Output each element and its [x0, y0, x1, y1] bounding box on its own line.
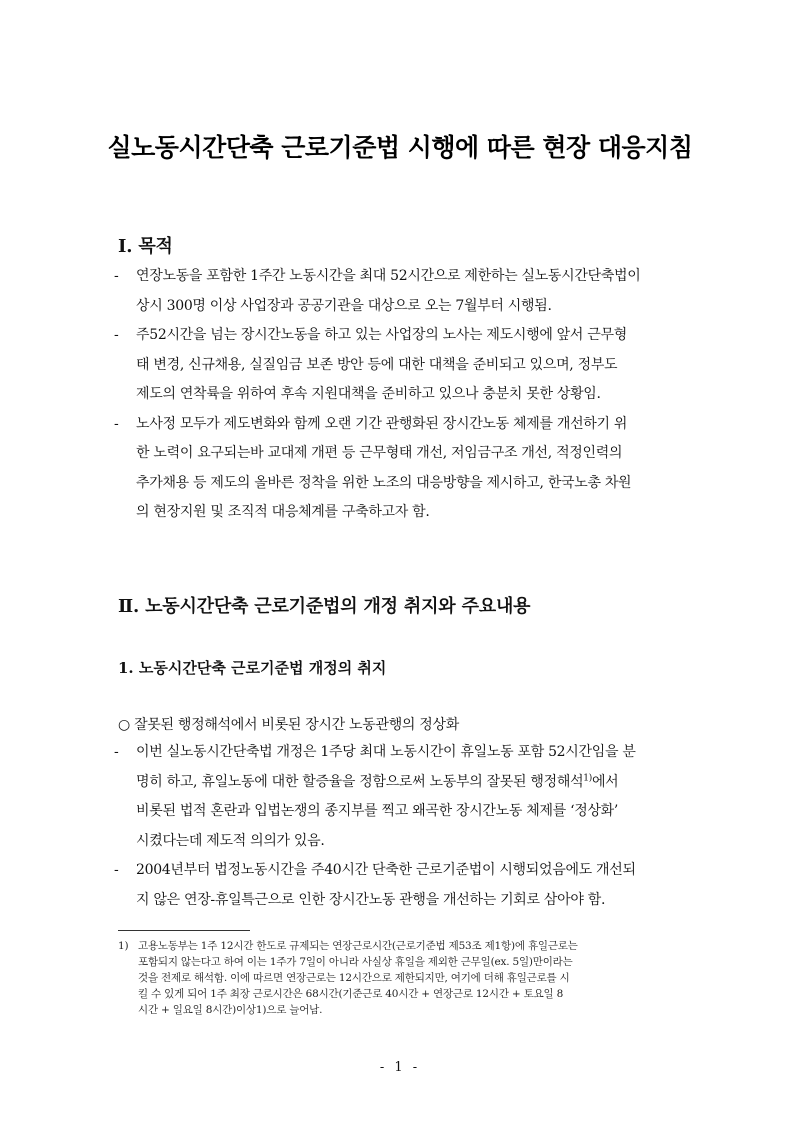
list-item [114, 321, 694, 410]
section-1-body [114, 262, 694, 528]
footnote-line: 시간 + 일요일 8시간)이상1)으로 늘어남. [138, 1004, 323, 1016]
footnote-number: 1) [118, 940, 129, 952]
section-2-body [114, 738, 694, 915]
dash-marker: - [114, 327, 119, 343]
footnote-line: 것을 전제로 해석함. 이에 따르면 연장근로는 12시간으로 제한되지만, 여기에 더해 휴일근로를 시 [138, 972, 570, 984]
footnote [118, 938, 698, 1018]
document-title: 실노동시간단축 근로기준법 시행에 따른 현장 대응지침 [107, 133, 693, 162]
footnote-line: 고용노동부는 1주 12시간 한도로 규제되는 연장근로시간(근로기준법 제53조 제1항)에 휴일근로는 [138, 940, 578, 952]
dash-marker: - [114, 744, 119, 760]
text-line: 비롯된 법적 혼란과 입법논쟁의 종지부를 찍고 왜곡한 장시간노동 체제를 ‘정상화’ [136, 803, 619, 819]
text-segment: 명히 하고, 휴일노동에 대한 할증율을 정함으로써 노동부의 잘못된 행정해석 [136, 773, 584, 790]
list-item [114, 410, 694, 528]
footnote-ref[interactable]: 1) [583, 772, 592, 783]
text-line [136, 768, 694, 798]
subsection-heading: 1. 노동시간단축 근로기준법 개정의 취지 [118, 659, 387, 677]
dash-marker: - [114, 268, 119, 284]
footnote-body [118, 938, 698, 1018]
circle-item: ○ 잘못된 행정해석에서 비롯된 장시간 노동관행의 정상화 [118, 717, 459, 733]
text-segment: 에서 [591, 773, 619, 790]
dash-marker: - [114, 415, 119, 432]
text-line: 노사정 모두가 제도변화와 함께 오랜 기간 관행화된 장시간노동 체제를 개선하기 위 [136, 415, 628, 432]
dash-marker: - [114, 862, 119, 878]
list-item [114, 262, 694, 321]
text-line: 이번 실노동시간단축법 개정은 1주당 최대 노동시간이 휴일노동 포함 52시간임을 분 [136, 744, 636, 760]
text-line: 시켰다는데 제도적 의의가 있음. [136, 832, 325, 849]
text-line: 의 현장지원 및 조직적 대응체계를 구축하고자 함. [136, 504, 430, 520]
text-line: 추가채용 등 제도의 올바른 정착을 위한 노조의 대응방향을 제시하고, 한국노총 차원 [136, 474, 632, 491]
text-line: 지 않은 연장-휴일특근으로 인한 장시간노동 관행을 개선하는 기회로 삼아야 함. [136, 891, 606, 908]
footnote-divider [118, 930, 250, 931]
text-line: 2004년부터 법정노동시간을 주40시간 단축한 근로기준법이 시행되었음에도 개선되 [136, 862, 636, 878]
list-item [114, 856, 694, 915]
text-line: 주52시간을 넘는 장시간노동을 하고 있는 사업장의 노사는 제도시행에 앞서 근무형 [136, 327, 627, 343]
text-line: 연장노동을 포함한 1주간 노동시간을 최대 52시간으로 제한하는 실노동시간단축법이 [136, 268, 641, 284]
footnote-line: 포함되지 않는다고 하여 이는 1주가 7일이 아니라 사실상 휴일을 제외한 근무일(ex. 5일)만이라는 [138, 956, 573, 968]
text-line: 한 노력이 요구되는바 교대제 개편 등 근무형태 개선, 저임금구조 개선, 적정인력의 [136, 445, 623, 461]
footnote-line: 킬 수 있게 되어 1주 최장 근로시간은 68시간(기준근로 40시간 + 연장근로 12시간 + 토요일 8 [138, 988, 564, 1000]
text-line: 태 변경, 신규채용, 실질임금 보존 방안 등에 대한 대책을 준비되고 있으며, 정부도 [136, 356, 618, 373]
text-line: 상시 300명 이상 사업장과 공공기관을 대상으로 오는 7월부터 시행됨. [136, 297, 552, 314]
page-number: - 1 - [379, 1060, 421, 1075]
section-1-heading: Ⅰ. 목적 [118, 236, 173, 257]
list-item [114, 738, 694, 856]
text-line: 제도의 연착륙을 위하여 후속 지원대책을 준비하고 있으나 충분치 못한 상황임. [136, 386, 601, 402]
section-2-heading: Ⅱ. 노동시간단축 근로기준법의 개정 취지와 주요내용 [118, 596, 531, 617]
